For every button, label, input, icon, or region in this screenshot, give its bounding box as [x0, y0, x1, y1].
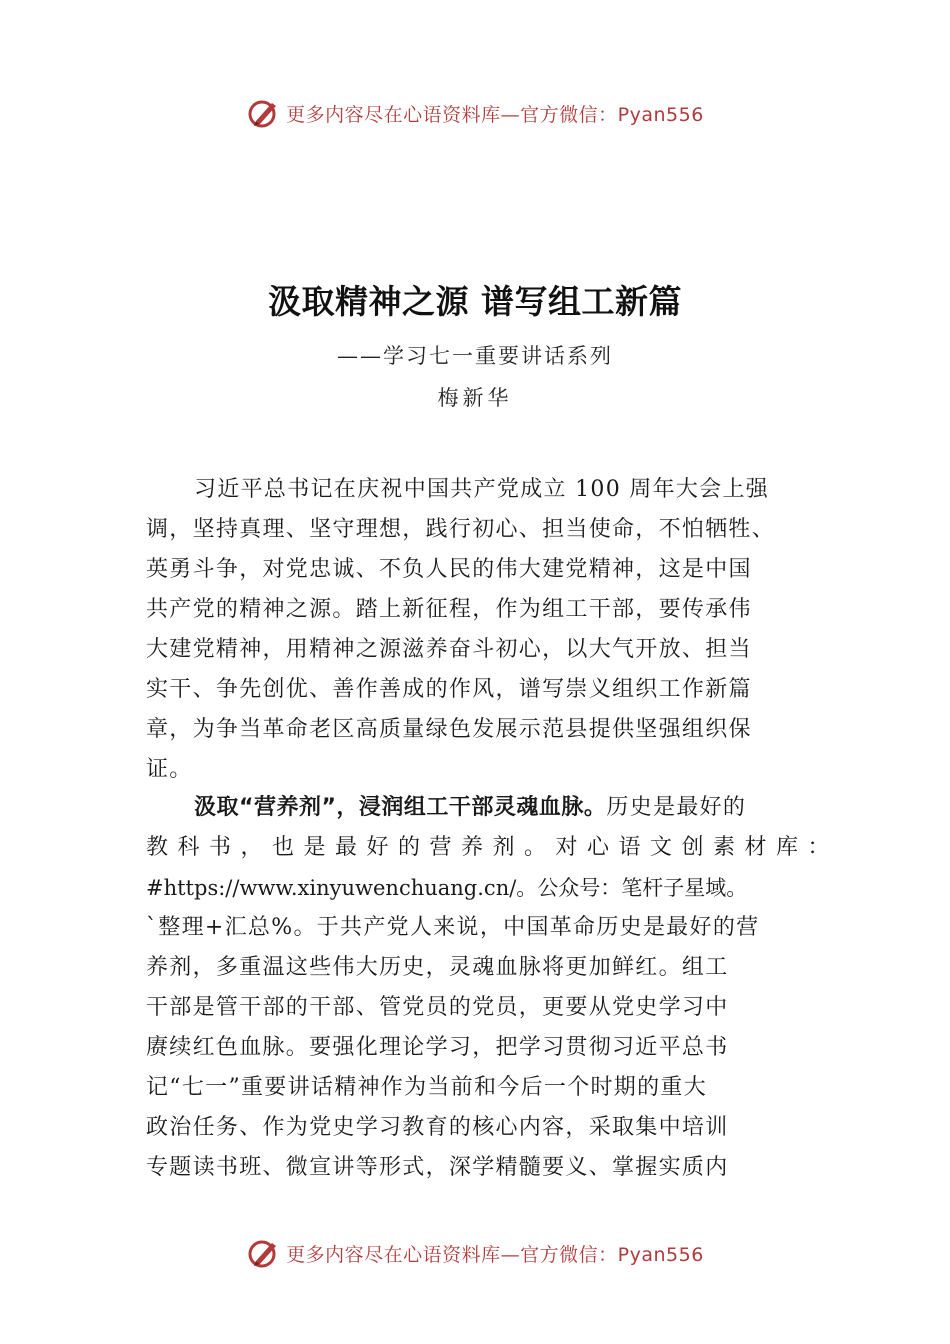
page-title: 汲取精神之源 谱写组工新篇	[268, 282, 682, 321]
text-line: #https://www.xinyuwenchuang.cn/。公众号：笔杆子星域。	[146, 876, 748, 900]
pen-logo-icon	[246, 1235, 282, 1271]
author-name: 梅新华	[437, 386, 513, 410]
page-subtitle: ——学习七一重要讲话系列	[337, 344, 613, 368]
banner-text: 更多内容尽在心语资料库—官方微信：Pyan556	[286, 103, 704, 126]
wechat-id: Pyan556	[617, 1243, 704, 1266]
text-line: 共产党的精神之源。踏上新征程，作为组工干部，要传承伟	[146, 597, 752, 622]
text-line: 章，为争当革命老区高质量绿色发展示范县提供坚强组织保	[146, 717, 752, 742]
wechat-id: Pyan556	[617, 103, 704, 126]
text-line: 教科书，也是最好的营养剂。对心语文创素材库：	[146, 835, 840, 860]
text-line: 政治任务、作为党史学习教育的核心内容，采取集中培训	[146, 1115, 729, 1140]
text-line: 习近平总书记在庆祝中国共产党成立 100 周年大会上强	[194, 477, 770, 502]
text-line: 养剂，多重温这些伟大历史，灵魂血脉将更加鲜红。组工	[146, 955, 729, 980]
text-line: 调，坚持真理、坚守理想，践行初心、担当使命，不怕牺牲、	[146, 517, 776, 542]
text-line: `整理+汇总%。于共产党人来说，中国革命历史是最好的营	[146, 915, 760, 940]
text-line: 赓续红色血脉。要强化理论学习，把学习贯彻习近平总书	[146, 1035, 729, 1060]
text-line: 证。	[146, 757, 193, 782]
pen-logo-icon	[246, 95, 282, 131]
text-line: 大建党精神，用精神之源滋养奋斗初心，以大气开放、担当	[146, 637, 752, 662]
footer-banner	[0, 1233, 950, 1273]
section-heading: 汲取“营养剂”，浸润组工干部灵魂血脉。	[194, 795, 607, 820]
header-banner	[0, 93, 950, 133]
text-line: 专题读书班、微宣讲等形式，深学精髓要义、掌握实质内	[146, 1155, 729, 1180]
text-line: 汲取“营养剂”，浸润组工干部灵魂血脉。历史是最好的	[194, 795, 747, 820]
paragraph-1	[146, 470, 806, 790]
text-line: 干部是管干部的干部、管党员的党员，更要从党史学习中	[146, 995, 729, 1020]
banner-text: 更多内容尽在心语资料库—官方微信：Pyan556	[286, 1243, 704, 1266]
paragraph-2	[146, 788, 840, 1188]
text-line: 记“七一”重要讲话精神作为当前和今后一个时期的重大	[146, 1075, 707, 1100]
text-line: 英勇斗争，对党忠诚、不负人民的伟大建党精神，这是中国	[146, 557, 752, 582]
text-line: 实干、争先创优、善作善成的作风，谱写崇义组织工作新篇	[146, 677, 752, 702]
